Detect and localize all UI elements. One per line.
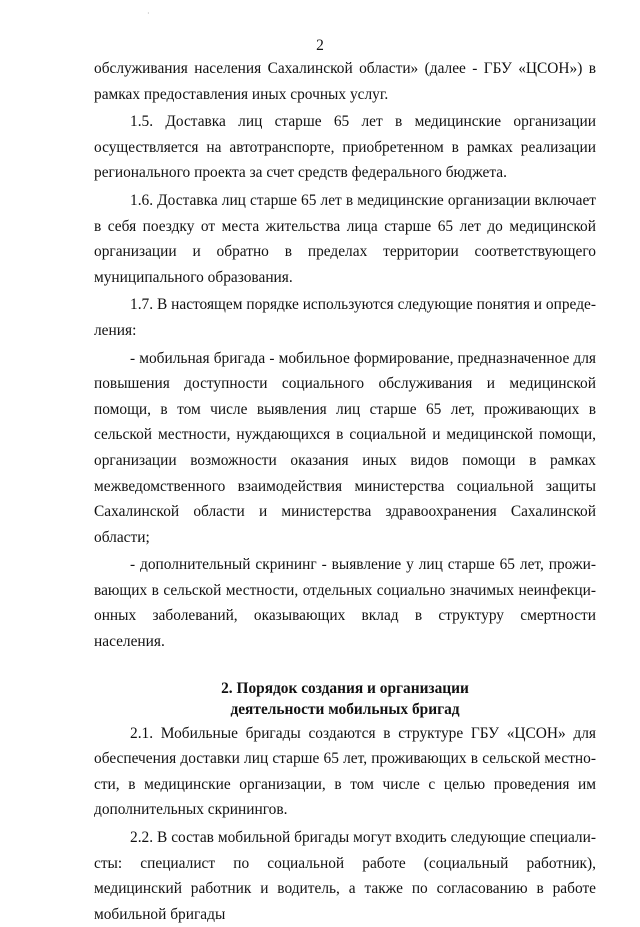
page-number: 2 bbox=[316, 37, 324, 54]
document-body bbox=[94, 56, 596, 927]
definition-mobile-brigade: - мобильная бригада - мобильное формирование, предназначенное для повышения доступности социального обслуживания и медицинской помощи, в том числе выявления лиц старше 65 лет, проживающих в сельской местности, нуждающихся в социальной и медицинской помощи, организации возможности оказания иных видов помощи в рамках межведомственного взаимодействия министерства социальной защиты Сахалинской области и министерства здравоохранения Сахалинской области; bbox=[94, 349, 596, 546]
paragraph-1-7: 1.7. В настоящем порядке используются следующие понятия и определения: bbox=[94, 296, 596, 339]
paragraph-2-2: 2.2. В состав мобильной бригады могут входить следующие специалисты: специалист по социальной работе (социальный работник), медицинский работник и водитель, а также по согласованию в работе мобильной бригады bbox=[94, 829, 596, 923]
definition-additional-screening: - дополнительный скрининг - выявление у лиц старше 65 лет, проживающих в сельской местности, отдельных социально значимых неинфекционных заболеваний, оказывающих вклад в структуру смертности населения. bbox=[94, 556, 596, 651]
section-2-heading-line-2: деятельности мобильных бригад bbox=[230, 701, 460, 719]
section-2-heading bbox=[94, 678, 596, 721]
paragraph-continuation: обслуживания населения Сахалинской области» (далее - ГБУ «ЦСОН») в рамках предоставления иных срочных услуг. bbox=[94, 60, 596, 103]
paragraph-1-6: 1.6. Доставка лиц старше 65 лет в медицинские организации включает в себя поездку от места жительства лица старше 65 лет до медицинской организации и обратно в пределах территории соответствующего муниципального образования. bbox=[94, 191, 596, 286]
paragraph-2-1: 2.1. Мобильные бригады создаются в структуре ГБУ «ЦСОН» для обеспечения доставки лиц старше 65 лет, проживающих в сельской местности, в медицинские организации, в том числе с целью проведения им дополнительных скринингов. bbox=[94, 724, 596, 819]
scan-mark: · bbox=[147, 9, 150, 18]
section-2-heading-line-1: 2. Порядок создания и организации bbox=[221, 679, 469, 697]
paragraph-1-5: 1.5. Доставка лиц старше 65 лет в медицинские организации осуществляется на автотранспорте, приобретенном в рамках реализации регионального проекта за счет средств федерального бюджета. bbox=[94, 113, 596, 182]
